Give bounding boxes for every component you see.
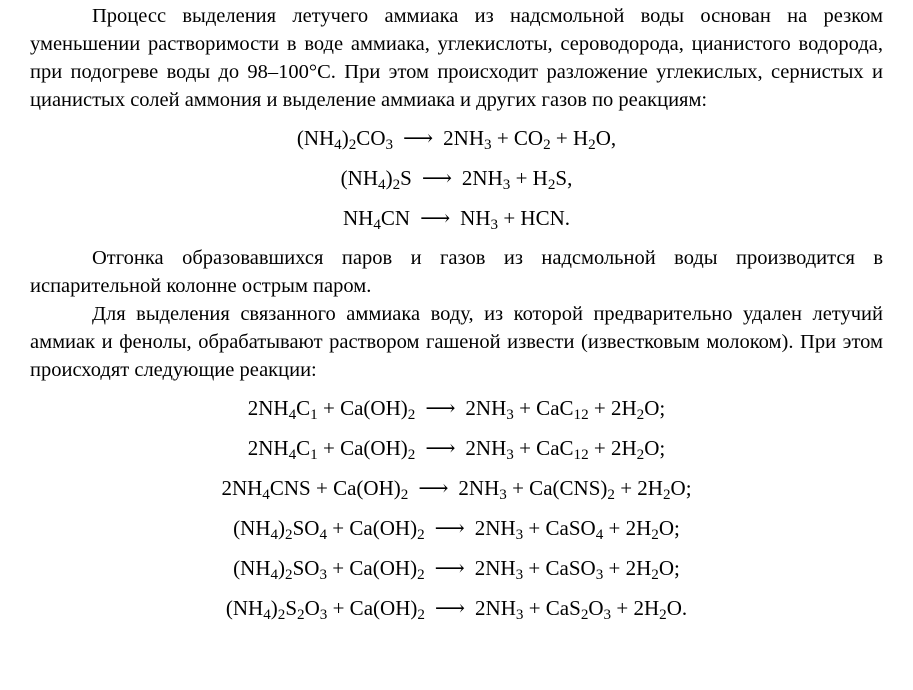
document-page xyxy=(30,2,883,634)
reaction-rhs: $2NH_3 + CaS_2O_3 + 2H_2O$. xyxy=(475,596,688,624)
reaction-equation xyxy=(30,588,883,628)
reaction-arrow: ⟶ xyxy=(418,476,449,500)
reaction-arrow: ⟶ xyxy=(434,596,466,620)
reaction-lhs: $(NH_4)_2S$ xyxy=(340,166,412,194)
reaction-equation xyxy=(30,388,883,428)
reaction-lhs: $2NH_4C_1 + Ca(OH)_2$ xyxy=(247,436,416,464)
reaction-block-bound xyxy=(30,388,883,628)
reaction-rhs: $2NH_3 + CO_2 + H_2O$, xyxy=(443,126,617,154)
reaction-equation xyxy=(30,548,883,588)
reaction-rhs: $2NH_3 + H_2S$, xyxy=(461,166,573,194)
reaction-arrow: ⟶ xyxy=(421,166,452,190)
reaction-rhs: $2NH_3$ + CaSO$_4$ + $2H_2O$; xyxy=(474,516,680,544)
reaction-arrow: ⟶ xyxy=(420,206,451,230)
reaction-equation xyxy=(30,468,883,508)
reaction-lhs: $NH_4CN$ xyxy=(342,206,411,234)
reaction-arrow: ⟶ xyxy=(434,516,465,540)
paragraph-bound-ammonia: Для выделения связанного аммиака воду, из которой предварительно удален летучий аммиак и фенолы, обрабатывают раствором гашеной извести (известковым молоком). При этом происходят следующие реакции: xyxy=(30,303,883,381)
reaction-rhs: $2NH_3$ + CaSO$_3$ + $2H_2O$; xyxy=(474,556,680,584)
reaction-lhs: $2NH_4C_1 + Ca(OH)_2$ xyxy=(247,396,416,424)
reaction-lhs: $2NH_4CNS + Ca(OH)_2$ xyxy=(221,476,409,504)
reaction-equation xyxy=(30,508,883,548)
reaction-equation xyxy=(30,118,883,158)
reaction-lhs: $(NH_4)_2SO_3 + Ca(OH)_2$ xyxy=(233,556,425,584)
reaction-lhs: $(NH_4)_2S_2O_3 + Ca(OH)_2$ xyxy=(225,596,425,624)
reaction-rhs: $NH_3$ + HCN. xyxy=(460,206,571,234)
paragraph-volatile-ammonia: Процесс выделения летучего аммиака из надсмольной воды основан на резком уменьшении растворимости в воде аммиака, углекислоты, сероводорода, цианистого водорода, при подогреве воды до 98–100°С. При этом происходит разложение углекислых, сернистых и цианистых солей аммония и выделение аммиака и других газов по реакциям: xyxy=(30,5,883,111)
reaction-rhs: $2NH_3 + Ca(CNS)_2 + 2H_2O$; xyxy=(458,476,692,504)
reaction-rhs: $2NH_3 + CaC_{12} + 2H_2O$; xyxy=(465,396,666,424)
paragraph-distillation: Отгонка образовавшихся паров и газов из надсмольной воды производится в испарительной колонне острым паром. xyxy=(30,247,883,297)
reaction-equation xyxy=(30,198,883,238)
reaction-block-volatile xyxy=(30,118,883,238)
reaction-lhs: $(NH_4)_2CO_3$ xyxy=(296,126,394,154)
reaction-arrow: ⟶ xyxy=(434,556,465,580)
reaction-rhs: $2NH_3 + CaC_{12} + 2H_2O$; xyxy=(465,436,666,464)
reaction-arrow: ⟶ xyxy=(425,396,456,420)
reaction-equation xyxy=(30,428,883,468)
reaction-arrow: ⟶ xyxy=(403,126,434,150)
reaction-equation xyxy=(30,158,883,198)
reaction-lhs: $(NH_4)_2SO_4 + Ca(OH)_2$ xyxy=(233,516,425,544)
reaction-arrow: ⟶ xyxy=(425,436,456,460)
